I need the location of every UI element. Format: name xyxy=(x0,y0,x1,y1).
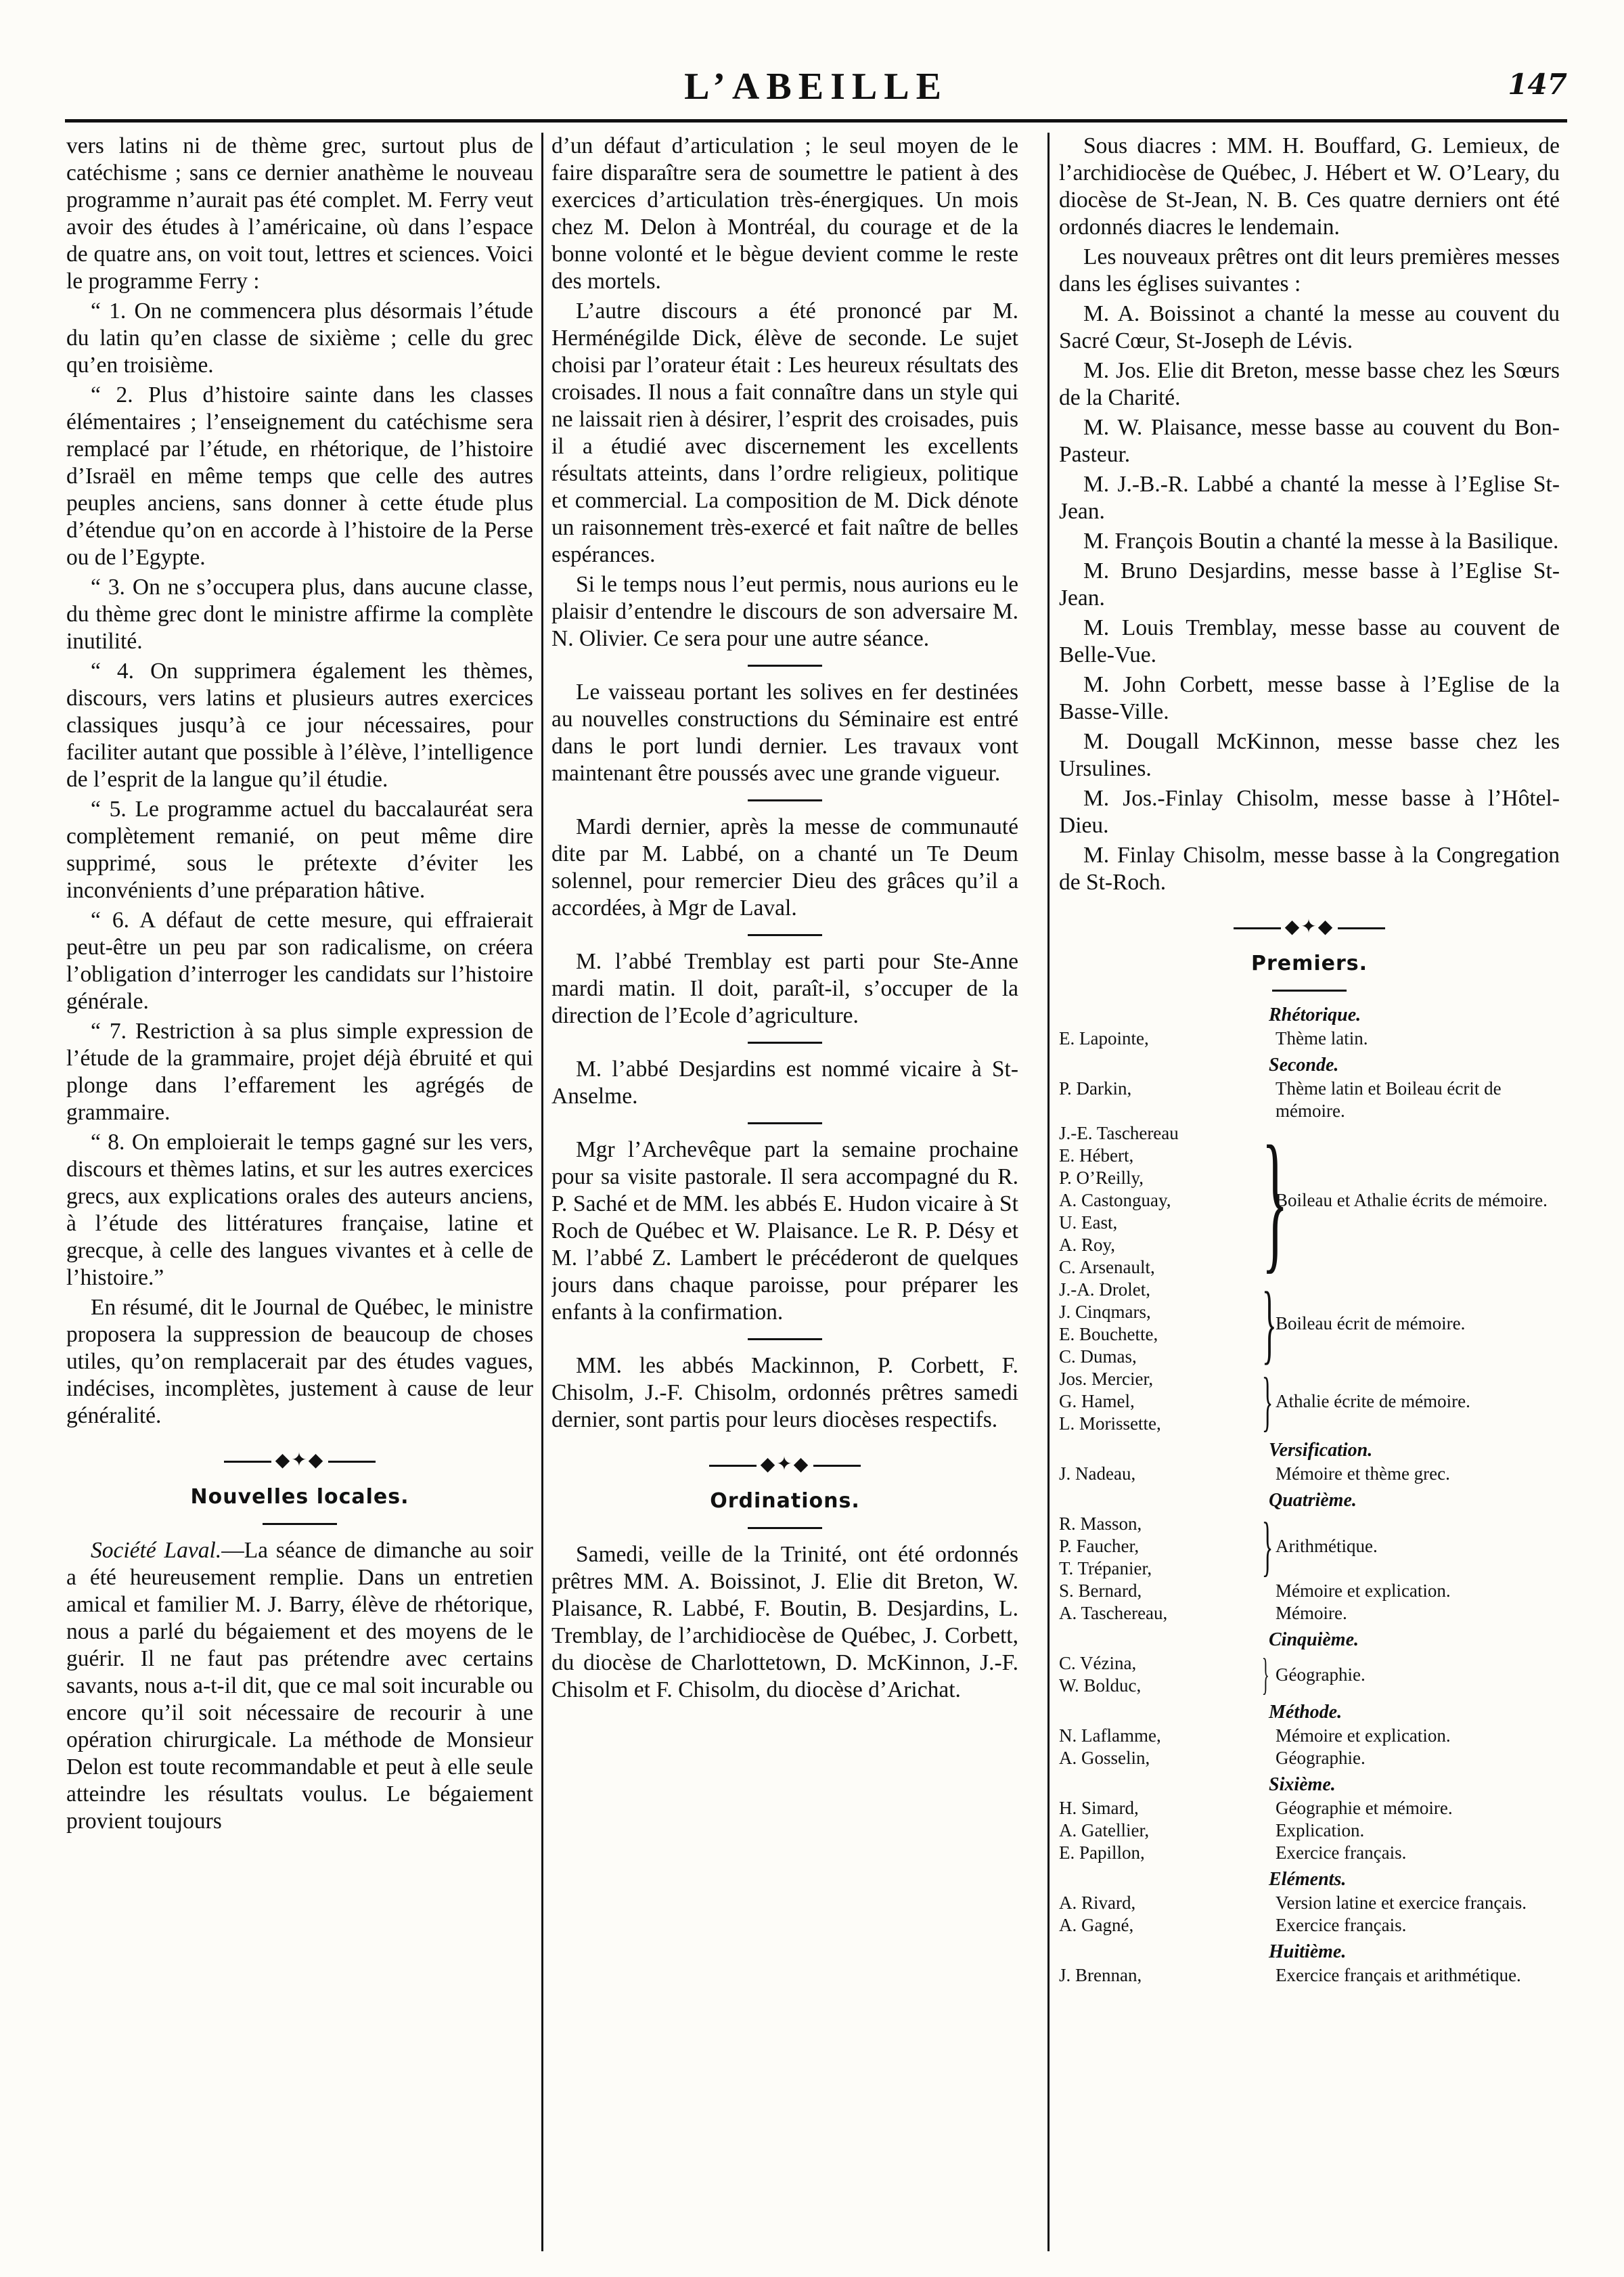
student-names xyxy=(1059,1463,1255,1485)
student-name: G. Hamel, xyxy=(1059,1391,1135,1411)
paragraph: “ 1. On ne commencera plus désormais l’étude du latin qu’en classe de sixième ; celle du grec qu’en troisième. xyxy=(66,299,533,378)
student-name: E. Lapointe, xyxy=(1059,1028,1149,1048)
short-rule xyxy=(748,799,822,801)
paragraph: M. Jos. Elie dit Breton, messe basse chez les Sœurs de la Charité. xyxy=(1059,358,1560,410)
brace xyxy=(1255,1463,1276,1485)
short-rule xyxy=(1272,990,1347,992)
short-rule xyxy=(748,1042,822,1044)
paragraph: Le vaisseau portant les solives en fer destinées au nouvelles constructions du Séminaire est entré dans le port lundi dernier. Les travaux vont maintenant être poussés avec une grande vigueur. xyxy=(551,680,1018,786)
subject: Géographie et mémoire. xyxy=(1276,1798,1453,1818)
paragraph: M. John Corbett, messe basse à l’Eglise de la Basse-Ville. xyxy=(1059,672,1560,724)
subject: Athalie écrite de mémoire. xyxy=(1276,1391,1470,1411)
subject: Thème latin. xyxy=(1276,1028,1368,1048)
subject: Explication. xyxy=(1276,1820,1365,1840)
subject: Thème latin et Boileau écrit de mémoire. xyxy=(1276,1078,1502,1121)
lead-in: Société Laval. xyxy=(91,1538,222,1563)
brace: } xyxy=(1261,1273,1277,1373)
subject: Exercice français. xyxy=(1276,1915,1407,1935)
premier-row xyxy=(1059,1463,1560,1485)
column-divider xyxy=(541,133,543,2251)
student-name: N. Laflamme, xyxy=(1059,1725,1161,1746)
premier-row xyxy=(1059,1819,1560,1842)
student-names xyxy=(1059,1914,1255,1937)
subject: Géographie. xyxy=(1276,1748,1366,1768)
student-names xyxy=(1059,1892,1255,1914)
ornament-divider: ◆✦◆ xyxy=(551,1451,1018,1478)
subject: Arithmétique. xyxy=(1276,1536,1378,1556)
premier-row xyxy=(1059,1580,1560,1602)
paragraph: M. Jos.-Finlay Chisolm, messe basse à l’Hôtel-Dieu. xyxy=(1059,786,1560,838)
student-name: H. Simard, xyxy=(1059,1798,1139,1818)
header-rule xyxy=(65,119,1567,123)
premier-row xyxy=(1059,1273,1560,1373)
student-name: P. Faucher, xyxy=(1059,1536,1140,1556)
subject: Mémoire et thème grec. xyxy=(1276,1463,1450,1484)
student-names xyxy=(1059,1279,1255,1368)
paragraph: M. Finlay Chisolm, messe basse à la Congregation de St-Roch. xyxy=(1059,843,1560,895)
ornament-divider: ◆✦◆ xyxy=(1059,914,1560,941)
paragraph: Si le temps nous l’eut permis, nous aurions eu le plaisir d’entendre le discours de son adversaire M. N. Olivier. Ce sera pour une autre séance. xyxy=(551,572,1018,651)
premier-row xyxy=(1059,1602,1560,1624)
column-divider xyxy=(1047,133,1050,2251)
brace xyxy=(1255,1964,1276,1987)
student-name: J. Cinqmars, xyxy=(1059,1302,1151,1322)
section-heading: Premiers. xyxy=(1250,952,1368,975)
paragraph: Sous diacres : MM. H. Bouffard, G. Lemieux, de l’archidiocèse de Québec, J. Hébert et W. O’Leary, du diocèse de St-Jean, N. B. Ces quatre derniers ont été ordonnés diacres le lendemain. xyxy=(1059,133,1560,240)
paragraph: vers latins ni de thème grec, surtout plus de catéchisme ; sans ce dernier anathème le nouveau programme n’aurait pas été complet. M. Ferry veut avoir des études à l’américaine, où dans l’espace de quatre ans, on voit tout, lettres et sciences. Voici le programme Ferry : xyxy=(66,133,533,294)
premier-row xyxy=(1059,1747,1560,1769)
paragraph: M. W. Plaisance, messe basse au couvent du Bon-Pasteur. xyxy=(1059,415,1560,467)
premier-row xyxy=(1059,1652,1560,1697)
student-name: E. Bouchette, xyxy=(1059,1324,1158,1344)
short-rule xyxy=(748,665,822,667)
student-name: P. Darkin, xyxy=(1059,1078,1132,1099)
paragraph: “ 7. Restriction à sa plus simple expression de l’étude de la grammaire, projet déjà ébruité et qui plonge dans l’effarement les agrégés de grammaire. xyxy=(66,1019,533,1125)
premier-row xyxy=(1059,1365,1560,1438)
student-names xyxy=(1059,1747,1255,1769)
section-heading: Ordinations. xyxy=(710,1489,860,1513)
student-name: C. Vézina, xyxy=(1059,1653,1137,1673)
brace: } xyxy=(1261,1509,1273,1583)
brace xyxy=(1255,1819,1276,1842)
premier-row xyxy=(1059,1509,1560,1583)
class-category: Méthode. xyxy=(1269,1702,1343,1723)
student-name: L. Morissette, xyxy=(1059,1413,1161,1434)
student-name: Jos. Mercier, xyxy=(1059,1369,1154,1389)
newspaper-title: L’ABEILLE xyxy=(684,66,948,108)
subject: Exercice français et arithmétique. xyxy=(1276,1965,1521,1985)
student-name: T. Trépanier, xyxy=(1059,1558,1152,1578)
subject: Boileau et Athalie écrits de mémoire. xyxy=(1276,1190,1548,1210)
paragraph: “ 4. On supprimera également les thèmes, discours, vers latins et plusieurs autres exercices classiques jusqu’à ce jour nécessaires, pour faciliter autant que possible à l’élève, l’intelligence de l’esprit de la langue qu’il étudie. xyxy=(66,659,533,792)
short-rule xyxy=(748,1338,822,1340)
student-name: J.-E. Taschereau xyxy=(1059,1123,1179,1143)
premier-row xyxy=(1059,1113,1560,1287)
premier-row xyxy=(1059,1027,1560,1050)
premier-row xyxy=(1059,1078,1560,1122)
class-category: Eléments. xyxy=(1269,1869,1347,1890)
student-names xyxy=(1059,1078,1255,1122)
section-heading: Nouvelles locales. xyxy=(190,1485,409,1509)
premier-row xyxy=(1059,1842,1560,1864)
paragraph: Mgr l’Archevêque part la semaine prochaine pour sa visite pastorale. Il sera accompagné du R. P. Saché et de MM. les abbés E. Hudon vicaire à St Roch de Québec et W. Plaisance. Le R. P. Désy et M. l’abbé Z. Lambert le précéderont de quelques jours dans chaque paroisse, pour préparer les enfants à la confirmation. xyxy=(551,1137,1018,1325)
premier-row xyxy=(1059,1964,1560,1987)
paragraph: En résumé, dit le Journal de Québec, le ministre proposera la suppression de beaucoup de choses utiles, qu’on remplacerait par des études vagues, indécises, incomplètes, justement à cause de leur généralité. xyxy=(66,1295,533,1428)
class-category: Huitième. xyxy=(1269,1941,1347,1962)
column-2 xyxy=(551,133,1018,2245)
student-name: A. Castonguay, xyxy=(1059,1190,1171,1210)
paragraph: “ 8. On emploierait le temps gagné sur les vers, discours et thèmes latins, et sur les autres exercices grecs, aux explications orales des auteurs anciens, à l’étude des littératures française, latine et grecque, à celle des langues vivantes et à celle de l’histoire.” xyxy=(66,1130,533,1290)
paragraph: M. J.-B.-R. Labbé a chanté la messe à l’Eglise St-Jean. xyxy=(1059,472,1560,524)
student-name: U. East, xyxy=(1059,1212,1118,1233)
student-names xyxy=(1059,1027,1255,1050)
student-names xyxy=(1059,1797,1255,1819)
short-rule xyxy=(748,1527,822,1529)
brace: } xyxy=(1261,1113,1288,1287)
paragraph: Mardi dernier, après la messe de communauté dite par M. Labbé, on a chanté un Te Deum solennel, pour remercier Dieu des grâces qu’il a accordées, à Mgr de Laval. xyxy=(551,814,1018,921)
class-category: Cinquième. xyxy=(1269,1629,1359,1650)
paragraph: M. François Boutin a chanté la messe à la Basilique. xyxy=(1083,529,1559,554)
premiers-list xyxy=(1059,1004,1560,1987)
student-name: A. Gagné, xyxy=(1059,1915,1134,1935)
student-name: J. Brennan, xyxy=(1059,1965,1142,1985)
subject: Mémoire et explication. xyxy=(1276,1725,1451,1746)
short-rule xyxy=(748,934,822,936)
subject: Géographie. xyxy=(1276,1664,1366,1685)
student-name: J.-A. Drolet, xyxy=(1059,1279,1150,1300)
student-name: E. Papillon, xyxy=(1059,1842,1145,1863)
student-name: C. Arsenault, xyxy=(1059,1257,1155,1277)
paragraph-text: —La séance de dimanche au soir a été heureusement remplie. Dans un entretien amical et familier M. J. Barry, élève de rhétorique, nous a parlé du bégaiement et des moyens de le guérir. Il ne faut pas prétendre avec certains savants, nous a-t-il dit, que ce mal soit incurable ou encore qu’il soit nécessaire de recourir à une opération chirurgicale. La méthode de Monsieur Delon est toute recommandable et peut à elle seule atteindre les résultats voulus. Le bégaiement provient toujours xyxy=(66,1538,533,1834)
brace xyxy=(1255,1027,1276,1050)
brace xyxy=(1255,1914,1276,1937)
brace xyxy=(1255,1797,1276,1819)
subject: Mémoire et explication. xyxy=(1276,1580,1451,1601)
column-1 xyxy=(66,133,533,2245)
student-name: A. Taschereau, xyxy=(1059,1603,1168,1623)
student-name: A. Roy, xyxy=(1059,1235,1116,1255)
column-3 xyxy=(1059,133,1560,2245)
paragraph: M. A. Boissinot a chanté la messe au couvent du Sacré Cœur, St-Joseph de Lévis. xyxy=(1059,301,1560,353)
paragraph: “ 3. On ne s’occupera plus, dans aucune classe, du thème grec dont le ministre affirme la complète inutilité. xyxy=(66,575,533,654)
brace xyxy=(1255,1602,1276,1624)
student-name: J. Nadeau, xyxy=(1059,1463,1136,1484)
student-name: R. Masson, xyxy=(1059,1513,1142,1534)
class-category: Rhétorique. xyxy=(1269,1004,1361,1025)
student-name: A. Gosselin, xyxy=(1059,1748,1150,1768)
page-number: 147 xyxy=(1508,68,1567,101)
short-rule xyxy=(748,1122,822,1124)
student-name: C. Dumas, xyxy=(1059,1346,1137,1367)
student-names xyxy=(1059,1513,1255,1580)
paragraph xyxy=(66,1537,533,1835)
subject: Mémoire. xyxy=(1276,1603,1347,1623)
student-names xyxy=(1059,1819,1255,1842)
brace: } xyxy=(1261,1650,1269,1699)
student-names xyxy=(1059,1122,1255,1279)
paragraph: M. Louis Tremblay, messe basse au couvent de Belle-Vue. xyxy=(1059,615,1560,667)
student-name: A. Gatellier, xyxy=(1059,1820,1150,1840)
student-names xyxy=(1059,1368,1255,1435)
premier-row xyxy=(1059,1797,1560,1819)
student-names xyxy=(1059,1602,1255,1624)
class-category: Quatrième. xyxy=(1269,1490,1357,1511)
student-name: W. Bolduc, xyxy=(1059,1675,1142,1696)
paragraph: L’autre discours a été prononcé par M. Herménégilde Dick, élève de seconde. Le sujet choisi par l’orateur était : Les heureux résultats des croisades. Il nous a fait connaître dans un style qui ne laissait rien à désirer, l’esprit des croisades, puis il a étudié avec discernement les excellents résultats atteints, dans l’ordre religieux, politique et commercial. La composition de M. Dick dénote un raisonnement très-exercé et fait naître de belles espérances. xyxy=(551,299,1018,567)
class-category: Sixième. xyxy=(1269,1774,1336,1795)
paragraph: “ 6. A défaut de cette mesure, qui effraierait peut-être un peu par son radicalisme, on créera l’obligation d’interroger les candidats sur l’histoire générale. xyxy=(66,908,533,1014)
paragraph: “ 5. Le programme actuel du baccalauréat sera complètement remanié, on peut même dire supprimé, sous le prétexte d’éviter les inconvénients d’une préparation hâtive. xyxy=(66,797,533,903)
student-names xyxy=(1059,1842,1255,1864)
paragraph: Samedi, veille de la Trinité, ont été ordonnés prêtres MM. A. Boissinot, J. Elie dit Breton, W. Plaisance, R. Labbé, F. Boutin, B. Desjardins, L. Tremblay, de l’archidiocèse de Québec, J. Corbett, du diocèse de Charlottetown, D. McKinnon, J.-F. Chisolm et F. Chisolm, du diocèse d’Arichat. xyxy=(551,1542,1018,1702)
brace: } xyxy=(1261,1365,1273,1438)
short-rule xyxy=(263,1523,337,1525)
premier-row xyxy=(1059,1914,1560,1937)
brace xyxy=(1255,1892,1276,1914)
subject: Boileau écrit de mémoire. xyxy=(1276,1312,1466,1333)
paragraph: Les nouveaux prêtres ont dit leurs premières messes dans les églises suivantes : xyxy=(1059,244,1560,296)
ornament-divider: ◆✦◆ xyxy=(66,1447,533,1474)
class-category: Seconde. xyxy=(1269,1055,1339,1076)
brace xyxy=(1255,1842,1276,1864)
paragraph: M. l’abbé Desjardins est nommé vicaire à St-Anselme. xyxy=(551,1057,1018,1109)
student-name: P. O’Reilly, xyxy=(1059,1168,1144,1188)
premier-row xyxy=(1059,1892,1560,1914)
class-category: Versification. xyxy=(1269,1440,1373,1461)
student-names xyxy=(1059,1964,1255,1987)
paragraph: d’un défaut d’articulation ; le seul moyen de le faire disparaître sera de soumettre le patient à des exercices d’articulation très-énergiques. Un mois chez M. Delon à Montréal, du courage et de la bonne volonté et le bègue devient comme le reste des mortels. xyxy=(551,133,1018,294)
subject: Version latine et exercice français. xyxy=(1276,1893,1527,1913)
student-name: A. Rivard, xyxy=(1059,1893,1136,1913)
brace xyxy=(1255,1747,1276,1769)
student-names xyxy=(1059,1725,1255,1747)
subject: Exercice français. xyxy=(1276,1842,1407,1863)
premier-row xyxy=(1059,1725,1560,1747)
paragraph: M. Bruno Desjardins, messe basse à l’Eglise St-Jean. xyxy=(1059,558,1560,611)
student-name: E. Hébert, xyxy=(1059,1145,1134,1166)
student-names xyxy=(1059,1580,1255,1602)
paragraph: “ 2. Plus d’histoire sainte dans les classes élémentaires ; l’enseignement du catéchisme sera remplacé par l’étude, en rhétorique, de l’histoire d’Israël en même temps que celle des autres peuples anciens, sans donner à cette étude plus d’étendue qu’on en accorde à l’histoire de la Perse ou de l’Egypte. xyxy=(66,382,533,570)
student-names xyxy=(1059,1652,1255,1697)
masthead xyxy=(65,65,1567,115)
paragraph: MM. les abbés Mackinnon, P. Corbett, F. Chisolm, J.-F. Chisolm, ordonnés prêtres samedi dernier, sont partis pour leurs diocèses respectifs. xyxy=(551,1353,1018,1432)
brace xyxy=(1255,1725,1276,1747)
paragraph: M. l’abbé Tremblay est parti pour Ste-Anne mardi matin. Il doit, paraît-il, s’occuper de la direction de l’Ecole d’agriculture. xyxy=(551,949,1018,1028)
student-name: S. Bernard, xyxy=(1059,1580,1142,1601)
paragraph: M. Dougall McKinnon, messe basse chez les Ursulines. xyxy=(1059,729,1560,781)
